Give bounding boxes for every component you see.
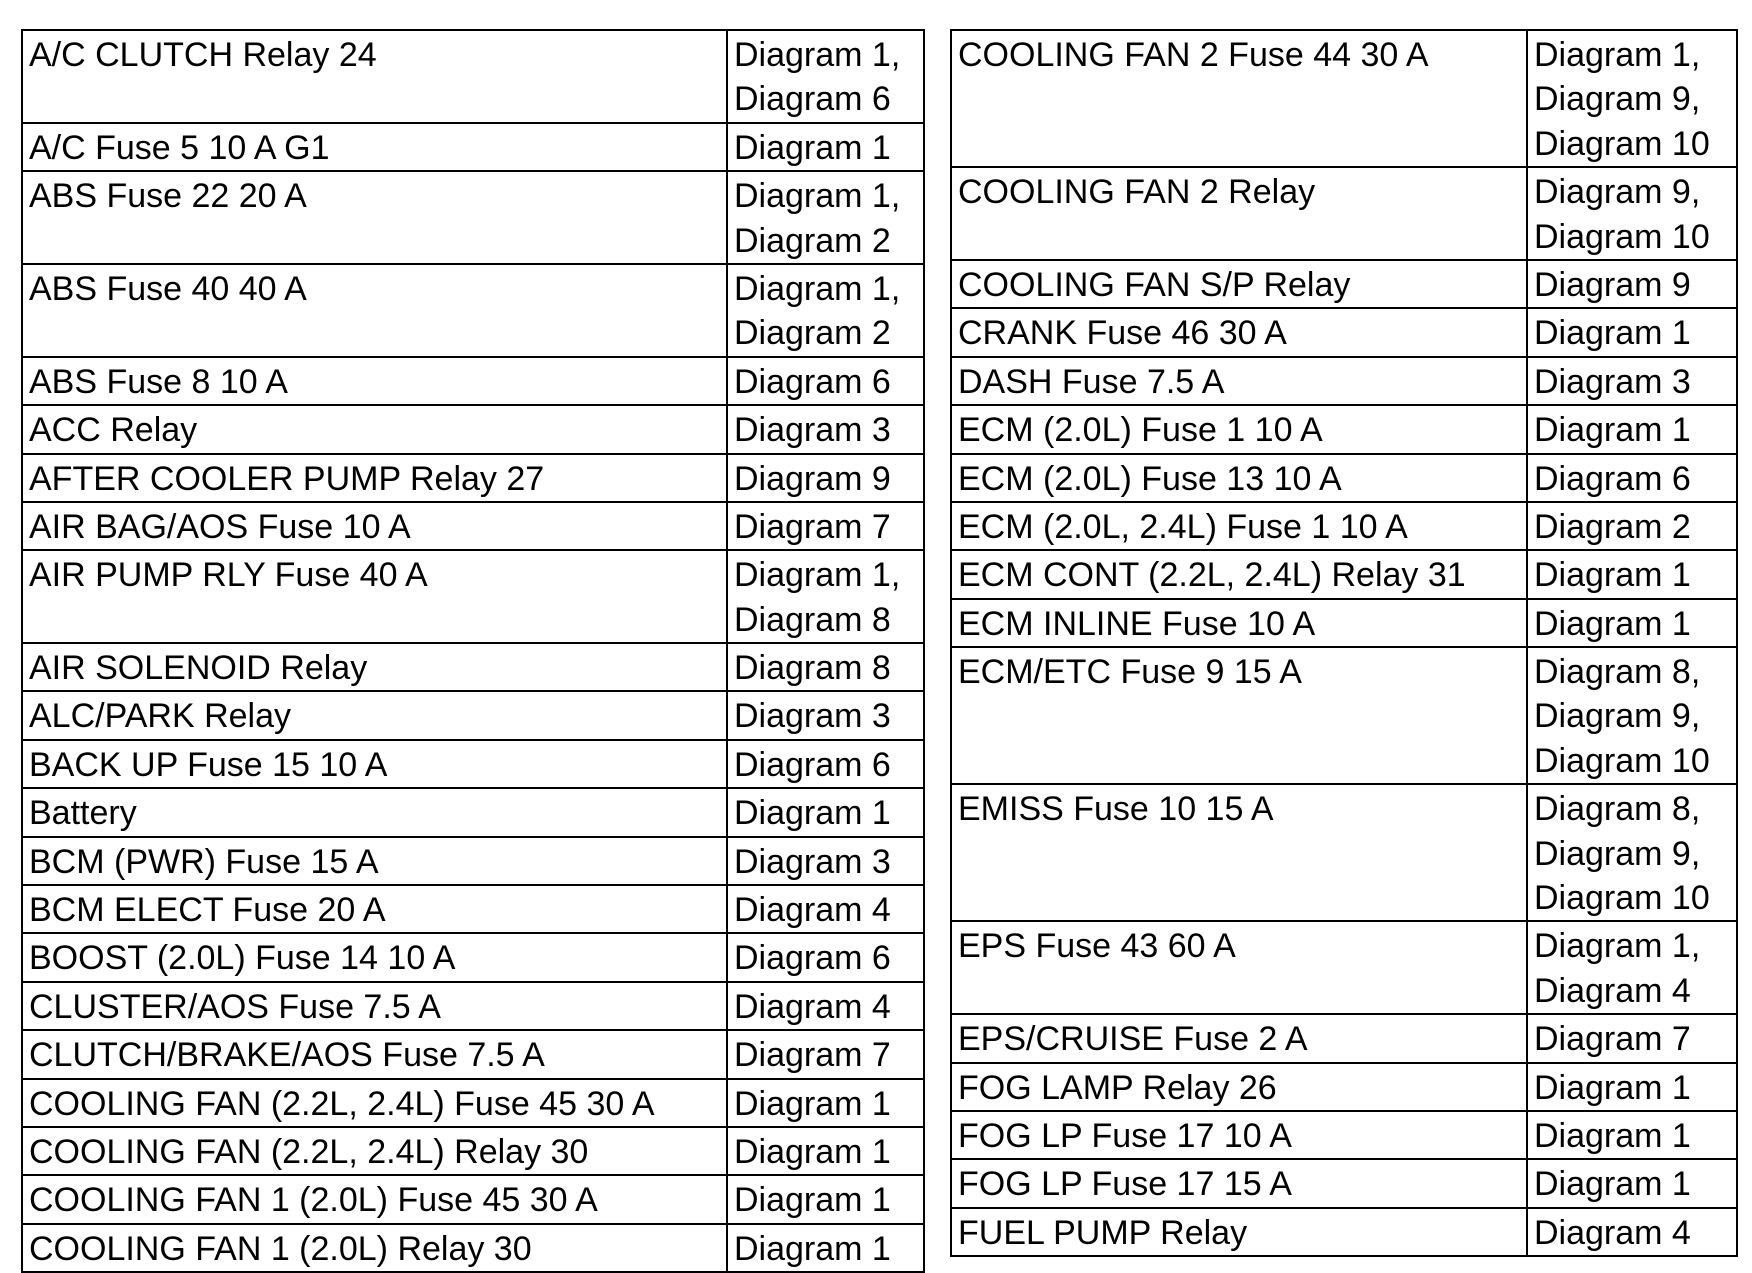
component-name-cell xyxy=(22,123,727,171)
diagram-reference: Diagram 10 xyxy=(1534,879,1710,918)
diagram-reference: Diagram 9, xyxy=(1534,173,1701,212)
component-name-cell xyxy=(22,1030,727,1078)
component-name-cell xyxy=(22,740,727,788)
diagram-reference: Diagram 1 xyxy=(734,794,891,833)
table-row xyxy=(22,357,924,405)
component-name-cell xyxy=(951,1159,1527,1207)
component-name: CLUSTER/AOS Fuse 7.5 A xyxy=(29,987,441,1026)
table-row xyxy=(22,454,924,502)
component-name-cell xyxy=(951,1014,1527,1062)
component-name: CLUTCH/BRAKE/AOS Fuse 7.5 A xyxy=(29,1036,545,1075)
component-name: COOLING FAN 2 Fuse 44 30 A xyxy=(958,36,1429,74)
component-name: ACC Relay xyxy=(29,411,198,450)
table-row xyxy=(22,264,924,357)
diagram-reference: Diagram 8, xyxy=(1534,790,1701,829)
table-row xyxy=(22,788,924,836)
component-name: ECM/ETC Fuse 9 15 A xyxy=(958,653,1302,692)
diagram-reference: Diagram 1 xyxy=(1534,411,1691,450)
diagram-reference-cell xyxy=(727,30,924,123)
table-row xyxy=(951,1159,1737,1207)
diagram-reference-cell xyxy=(1527,1159,1737,1207)
diagram-reference: Diagram 9, xyxy=(1534,697,1701,736)
component-name-cell xyxy=(22,405,727,453)
component-name-cell xyxy=(22,550,727,643)
component-name: EPS Fuse 43 60 A xyxy=(958,927,1236,966)
diagram-reference: Diagram 10 xyxy=(1534,217,1710,256)
diagram-reference: Diagram 1, xyxy=(734,269,901,308)
component-name: EMISS Fuse 10 15 A xyxy=(958,790,1274,829)
table-row xyxy=(22,933,924,981)
table-row xyxy=(951,921,1737,1014)
diagram-reference: Diagram 2 xyxy=(734,314,891,353)
component-name: BOOST (2.0L) Fuse 14 10 A xyxy=(29,939,456,978)
diagram-reference-cell xyxy=(1527,308,1737,356)
component-name: COOLING FAN (2.2L, 2.4L) Fuse 45 30 A xyxy=(29,1084,655,1123)
table-row xyxy=(22,171,924,264)
component-name-cell xyxy=(22,643,727,691)
component-name-cell xyxy=(951,647,1527,784)
component-name-cell xyxy=(22,788,727,836)
diagram-reference: Diagram 1 xyxy=(1534,314,1691,353)
diagram-reference: Diagram 3 xyxy=(734,842,891,881)
diagram-reference-cell xyxy=(727,550,924,643)
diagram-reference: Diagram 1 xyxy=(734,1181,891,1220)
diagram-reference-cell xyxy=(1527,405,1737,453)
component-name: ABS Fuse 8 10 A xyxy=(29,362,288,401)
component-name: ECM INLINE Fuse 10 A xyxy=(958,604,1316,643)
component-name: AIR BAG/AOS Fuse 10 A xyxy=(29,507,411,546)
table-row xyxy=(22,123,924,171)
table-row xyxy=(951,260,1737,308)
component-name-cell xyxy=(22,171,727,264)
diagram-reference: Diagram 6 xyxy=(734,80,891,119)
diagram-reference: Diagram 9 xyxy=(1534,265,1691,304)
diagram-reference-cell xyxy=(1527,357,1737,405)
table-row xyxy=(22,982,924,1030)
component-name: ECM (2.0L) Fuse 1 10 A xyxy=(958,411,1323,450)
diagram-reference-cell xyxy=(727,885,924,933)
component-name-cell xyxy=(951,1111,1527,1159)
table-row xyxy=(951,550,1737,598)
diagram-reference-cell xyxy=(727,1030,924,1078)
component-name-cell xyxy=(951,599,1527,647)
component-name: Battery xyxy=(29,794,137,833)
component-name-cell xyxy=(951,502,1527,550)
component-name-cell xyxy=(22,885,727,933)
diagram-reference: Diagram 7 xyxy=(734,507,891,546)
component-name: COOLING FAN 1 (2.0L) Relay 30 xyxy=(29,1229,532,1268)
diagram-reference-cell xyxy=(1527,647,1737,784)
table-row xyxy=(22,885,924,933)
table-row xyxy=(951,647,1737,784)
component-name: DASH Fuse 7.5 A xyxy=(958,362,1225,401)
table-row xyxy=(951,454,1737,502)
diagram-reference-cell xyxy=(1527,167,1737,260)
component-name: FOG LP Fuse 17 15 A xyxy=(958,1165,1292,1204)
diagram-reference: Diagram 6 xyxy=(734,745,891,784)
diagram-reference: Diagram 1 xyxy=(734,1229,891,1268)
component-name-cell xyxy=(22,264,727,357)
diagram-reference: Diagram 1 xyxy=(1534,604,1691,643)
table-row xyxy=(22,502,924,550)
component-name-cell xyxy=(22,691,727,739)
component-name: ABS Fuse 40 40 A xyxy=(29,269,307,308)
component-name-cell xyxy=(951,1208,1527,1256)
diagram-reference-cell xyxy=(1527,1063,1737,1111)
component-name: ALC/PARK Relay xyxy=(29,697,292,736)
table-row xyxy=(22,1224,924,1272)
table-row xyxy=(22,1127,924,1175)
table-row xyxy=(22,1030,924,1078)
diagram-reference-cell xyxy=(1527,1014,1737,1062)
diagram-reference-cell xyxy=(1527,502,1737,550)
diagram-reference: Diagram 9, xyxy=(1534,834,1701,873)
component-index-table-left xyxy=(21,29,925,1273)
component-name-cell xyxy=(951,405,1527,453)
component-name: FOG LAMP Relay 26 xyxy=(958,1068,1277,1107)
diagram-reference-cell xyxy=(1527,599,1737,647)
component-name-cell xyxy=(22,933,727,981)
component-name-cell xyxy=(951,308,1527,356)
component-name: ECM CONT (2.2L, 2.4L) Relay 31 xyxy=(958,556,1466,595)
table-row xyxy=(22,837,924,885)
table-row xyxy=(951,1111,1737,1159)
diagram-reference: Diagram 10 xyxy=(1534,741,1710,780)
diagram-reference: Diagram 4 xyxy=(734,891,891,930)
component-name-cell xyxy=(951,921,1527,1014)
diagram-reference: Diagram 1 xyxy=(1534,1068,1691,1107)
component-name: AIR PUMP RLY Fuse 40 A xyxy=(29,556,428,595)
component-name-cell xyxy=(951,260,1527,308)
component-index-table-right xyxy=(950,29,1738,1257)
diagram-reference: Diagram 6 xyxy=(734,939,891,978)
diagram-reference: Diagram 1 xyxy=(734,128,891,167)
diagram-reference: Diagram 1, xyxy=(1534,36,1701,74)
component-name-cell xyxy=(22,837,727,885)
component-name: BACK UP Fuse 15 10 A xyxy=(29,745,388,784)
component-name-cell xyxy=(951,550,1527,598)
component-name-cell xyxy=(22,357,727,405)
diagram-reference-cell xyxy=(727,171,924,264)
diagram-reference: Diagram 9, xyxy=(1534,80,1701,119)
component-name: AIR SOLENOID Relay xyxy=(29,649,368,688)
table-row xyxy=(951,502,1737,550)
table-row xyxy=(22,30,924,123)
component-name-cell xyxy=(951,167,1527,260)
diagram-reference: Diagram 1 xyxy=(1534,556,1691,595)
component-name: CRANK Fuse 46 30 A xyxy=(958,314,1287,353)
component-name-cell xyxy=(951,454,1527,502)
table-row xyxy=(951,784,1737,921)
diagram-reference-cell xyxy=(727,1079,924,1127)
diagram-reference-cell xyxy=(727,837,924,885)
diagram-reference: Diagram 3 xyxy=(734,697,891,736)
component-name-cell xyxy=(22,454,727,502)
component-name: COOLING FAN (2.2L, 2.4L) Relay 30 xyxy=(29,1132,589,1171)
diagram-reference: Diagram 6 xyxy=(1534,459,1691,498)
component-name: A/C Fuse 5 10 A G1 xyxy=(29,128,330,167)
component-name: ABS Fuse 22 20 A xyxy=(29,177,307,216)
diagram-reference-cell xyxy=(1527,550,1737,598)
diagram-reference-cell xyxy=(727,357,924,405)
component-name: A/C CLUTCH Relay 24 xyxy=(29,36,377,74)
diagram-reference-cell xyxy=(727,1175,924,1223)
component-name: ECM (2.0L) Fuse 13 10 A xyxy=(958,459,1342,498)
diagram-reference: Diagram 2 xyxy=(1534,507,1691,546)
diagram-reference: Diagram 1 xyxy=(1534,1116,1691,1155)
table-row xyxy=(951,599,1737,647)
diagram-reference: Diagram 1 xyxy=(734,1084,891,1123)
diagram-reference-cell xyxy=(1527,1208,1737,1256)
component-name: COOLING FAN S/P Relay xyxy=(958,265,1351,304)
diagram-reference: Diagram 8, xyxy=(1534,653,1701,692)
diagram-reference-cell xyxy=(1527,1111,1737,1159)
component-name: ECM (2.0L, 2.4L) Fuse 1 10 A xyxy=(958,507,1408,546)
diagram-reference-cell xyxy=(1527,921,1737,1014)
diagram-reference-cell xyxy=(727,1127,924,1175)
diagram-reference: Diagram 1 xyxy=(1534,1165,1691,1204)
component-name-cell xyxy=(22,1224,727,1272)
diagram-reference-cell xyxy=(727,123,924,171)
diagram-reference-cell xyxy=(727,1224,924,1272)
table-row xyxy=(951,30,1737,167)
component-name-cell xyxy=(22,1175,727,1223)
component-name-cell xyxy=(22,30,727,123)
component-name: AFTER COOLER PUMP Relay 27 xyxy=(29,459,545,498)
diagram-reference: Diagram 4 xyxy=(1534,1213,1691,1252)
diagram-reference: Diagram 2 xyxy=(734,221,891,260)
component-name-cell xyxy=(951,784,1527,921)
table-row xyxy=(951,1063,1737,1111)
table-row xyxy=(22,1079,924,1127)
diagram-reference-cell xyxy=(727,933,924,981)
diagram-reference-cell xyxy=(1527,784,1737,921)
diagram-reference: Diagram 3 xyxy=(734,411,891,450)
diagram-reference-cell xyxy=(727,691,924,739)
diagram-reference-cell xyxy=(727,502,924,550)
diagram-reference: Diagram 4 xyxy=(734,987,891,1026)
table-row xyxy=(951,1014,1737,1062)
diagram-reference: Diagram 7 xyxy=(1534,1020,1691,1059)
diagram-reference: Diagram 10 xyxy=(1534,124,1710,163)
component-name: FOG LP Fuse 17 10 A xyxy=(958,1116,1292,1155)
diagram-reference-cell xyxy=(727,788,924,836)
component-name-cell xyxy=(951,1063,1527,1111)
table-row xyxy=(951,357,1737,405)
table-row xyxy=(951,405,1737,453)
diagram-reference-cell xyxy=(727,454,924,502)
table-row xyxy=(22,405,924,453)
diagram-reference-cell xyxy=(727,982,924,1030)
table-row xyxy=(22,550,924,643)
component-name: BCM (PWR) Fuse 15 A xyxy=(29,842,379,881)
table-row xyxy=(22,1175,924,1223)
table-row xyxy=(951,1208,1737,1256)
component-name-cell xyxy=(951,357,1527,405)
diagram-reference: Diagram 7 xyxy=(734,1036,891,1075)
component-name-cell xyxy=(951,30,1527,167)
diagram-reference: Diagram 1, xyxy=(734,177,901,216)
diagram-reference: Diagram 1, xyxy=(1534,927,1701,966)
component-name: EPS/CRUISE Fuse 2 A xyxy=(958,1020,1308,1059)
diagram-reference-cell xyxy=(727,264,924,357)
diagram-reference-cell xyxy=(1527,30,1737,167)
diagram-reference: Diagram 1, xyxy=(734,556,901,595)
table-row xyxy=(951,308,1737,356)
diagram-reference: Diagram 8 xyxy=(734,649,891,688)
diagram-reference-cell xyxy=(1527,260,1737,308)
table-row xyxy=(22,740,924,788)
component-name: COOLING FAN 2 Relay xyxy=(958,173,1316,212)
table-row xyxy=(951,167,1737,260)
diagram-reference: Diagram 6 xyxy=(734,362,891,401)
diagram-reference-cell xyxy=(1527,454,1737,502)
table-row xyxy=(22,691,924,739)
component-name-cell xyxy=(22,1127,727,1175)
diagram-reference: Diagram 4 xyxy=(1534,971,1691,1010)
diagram-reference: Diagram 1 xyxy=(734,1132,891,1171)
diagram-reference-cell xyxy=(727,740,924,788)
diagram-reference: Diagram 9 xyxy=(734,459,891,498)
component-name-cell xyxy=(22,982,727,1030)
diagram-reference-cell xyxy=(727,643,924,691)
table-row xyxy=(22,643,924,691)
component-name: COOLING FAN 1 (2.0L) Fuse 45 30 A xyxy=(29,1181,598,1220)
diagram-reference: Diagram 3 xyxy=(1534,362,1691,401)
diagram-reference: Diagram 8 xyxy=(734,600,891,639)
diagram-reference-cell xyxy=(727,405,924,453)
component-name: FUEL PUMP Relay xyxy=(958,1213,1248,1252)
diagram-reference: Diagram 1, xyxy=(734,36,901,74)
component-name-cell xyxy=(22,502,727,550)
component-name: BCM ELECT Fuse 20 A xyxy=(29,891,386,930)
component-name-cell xyxy=(22,1079,727,1127)
